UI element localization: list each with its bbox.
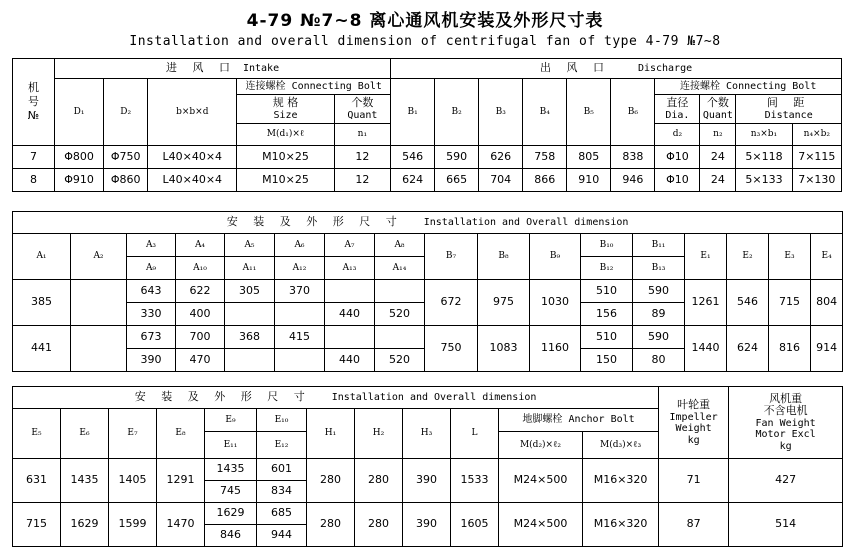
installation-dimension-table-2 xyxy=(12,386,843,547)
table-cell: 470 xyxy=(176,349,225,372)
table-cell: 758 xyxy=(523,146,567,169)
table-cell: 631 xyxy=(13,459,61,503)
table-cell: E₁₂ xyxy=(257,432,307,459)
table-cell: A₇ xyxy=(325,234,375,257)
table-cell: A₈ xyxy=(375,234,425,257)
table-row xyxy=(13,326,843,349)
table-cell: E₄ xyxy=(811,234,843,280)
title-english: Installation and overall dimension of centrifugal fan of type 4-79 №7~8 xyxy=(129,34,721,49)
n4b2-header: n₄×b₂ xyxy=(792,124,841,146)
table-cell: 12 xyxy=(334,146,390,169)
table-cell xyxy=(375,280,425,303)
table-cell: 700 xyxy=(176,326,225,349)
table-cell xyxy=(225,349,275,372)
table-cell: 390 xyxy=(127,349,176,372)
table-cell: 704 xyxy=(479,169,523,192)
table-cell: 520 xyxy=(375,303,425,326)
table-cell: Φ750 xyxy=(104,146,148,169)
table-cell: 1083 xyxy=(478,326,530,372)
table-cell: 665 xyxy=(435,169,479,192)
B4-header: B₄ xyxy=(523,79,567,146)
table-cell: 71 xyxy=(659,459,729,503)
table-cell: E₅ xyxy=(13,409,61,459)
table-cell: H₃ xyxy=(403,409,451,459)
table-cell: E₆ xyxy=(61,409,109,459)
table-cell: 7×115 xyxy=(792,146,841,169)
table-cell: 622 xyxy=(176,280,225,303)
table-cell: 24 xyxy=(700,169,736,192)
table-cell: M24×500 xyxy=(499,503,583,547)
table-cell: 1261 xyxy=(685,280,727,326)
table-cell: 80 xyxy=(633,349,685,372)
intake-header: 进 风 口 Intake xyxy=(55,59,391,79)
table-cell: 838 xyxy=(611,146,655,169)
table-cell: 1160 xyxy=(530,326,581,372)
table-cell: 672 xyxy=(425,280,478,326)
table-cell: A₁ xyxy=(13,234,71,280)
table-cell xyxy=(275,303,325,326)
table-cell: 944 xyxy=(257,525,307,547)
connecting-bolt-header-2: 连接螺栓 Connecting Bolt xyxy=(655,79,842,95)
table-cell: 673 xyxy=(127,326,176,349)
table-cell: E₁ xyxy=(685,234,727,280)
size-header: 规 格 Size xyxy=(237,95,334,124)
distance-header: 间 距 Distance xyxy=(736,95,842,124)
table-cell: 804 xyxy=(811,280,843,326)
D2-header: D₂ xyxy=(104,79,148,146)
table-cell: Φ800 xyxy=(55,146,104,169)
table-cell: L40×40×4 xyxy=(148,146,237,169)
table-cell: 1629 xyxy=(205,503,257,525)
n1-header: n₁ xyxy=(334,124,390,146)
table-cell: 624 xyxy=(391,169,435,192)
D1-header: D₁ xyxy=(55,79,104,146)
table-cell xyxy=(225,303,275,326)
table-cell xyxy=(275,349,325,372)
quant-header-2: 个数 Quant xyxy=(700,95,736,124)
table-cell: 87 xyxy=(659,503,729,547)
table-cell: 546 xyxy=(391,146,435,169)
table-cell: E₇ xyxy=(109,409,157,459)
table-cell: M(d₃)×ℓ₃ xyxy=(583,432,659,459)
table-cell: A₁₁ xyxy=(225,257,275,280)
table-cell: M10×25 xyxy=(237,146,334,169)
table-cell: 440 xyxy=(325,303,375,326)
table-cell: Φ910 xyxy=(55,169,104,192)
table-cell: 643 xyxy=(127,280,176,303)
table-cell: M16×320 xyxy=(583,459,659,503)
table-cell: 514 xyxy=(729,503,843,547)
machine-no-header: 机号№ xyxy=(13,59,55,146)
table-cell: A₁₀ xyxy=(176,257,225,280)
table-cell xyxy=(325,326,375,349)
B3-header: B₃ xyxy=(479,79,523,146)
table-cell: 24 xyxy=(700,146,736,169)
table-cell: 12 xyxy=(334,169,390,192)
table-cell: 975 xyxy=(478,280,530,326)
table-cell: 1440 xyxy=(685,326,727,372)
table-cell: 1470 xyxy=(157,503,205,547)
table-cell: B₁₃ xyxy=(633,257,685,280)
table-cell: A₄ xyxy=(176,234,225,257)
table-cell: B₁₀ xyxy=(581,234,633,257)
md1l-header: M(d₁)×ℓ xyxy=(237,124,334,146)
table-cell: B₇ xyxy=(425,234,478,280)
table-cell: 546 xyxy=(727,280,769,326)
table-cell: Φ10 xyxy=(655,169,700,192)
table-cell: 390 xyxy=(403,459,451,503)
table-cell: H₁ xyxy=(307,409,355,459)
table-cell: 866 xyxy=(523,169,567,192)
table-cell: 590 xyxy=(633,326,685,349)
table-cell: B₁₂ xyxy=(581,257,633,280)
B1-header: B₁ xyxy=(391,79,435,146)
table-cell: 590 xyxy=(633,280,685,303)
installation-dimension-table-1 xyxy=(12,211,843,372)
table-row xyxy=(13,459,843,481)
table-cell: 520 xyxy=(375,349,425,372)
table-cell: 156 xyxy=(581,303,633,326)
table-cell: 280 xyxy=(355,459,403,503)
table-cell xyxy=(71,280,127,326)
table-cell: 1291 xyxy=(157,459,205,503)
table-cell: L xyxy=(451,409,499,459)
table-cell: B₁₁ xyxy=(633,234,685,257)
table-cell: 280 xyxy=(307,503,355,547)
dia-header: 直径 Dia. xyxy=(655,95,700,124)
table-cell: E₁₁ xyxy=(205,432,257,459)
n3b1-header: n₃×b₁ xyxy=(736,124,792,146)
table-cell: 715 xyxy=(13,503,61,547)
title-chinese: 4-79 №7~8 离心通风机安装及外形尺寸表 xyxy=(246,11,604,31)
B6-header: B₆ xyxy=(611,79,655,146)
table-cell: 5×133 xyxy=(736,169,792,192)
table-cell: 440 xyxy=(325,349,375,372)
table-cell: 601 xyxy=(257,459,307,481)
table-cell: E₃ xyxy=(769,234,811,280)
table-cell: E₁₀ xyxy=(257,409,307,432)
table-cell: A₁₃ xyxy=(325,257,375,280)
table-cell: 1435 xyxy=(205,459,257,481)
table-cell: 846 xyxy=(205,525,257,547)
table-cell: 441 xyxy=(13,326,71,372)
table-row xyxy=(13,280,843,303)
table-cell: 816 xyxy=(769,326,811,372)
table-cell: 89 xyxy=(633,303,685,326)
d2-header: d₂ xyxy=(655,124,700,146)
table-cell: A₁₂ xyxy=(275,257,325,280)
table-cell: M(d₂)×ℓ₂ xyxy=(499,432,583,459)
table-cell: H₂ xyxy=(355,409,403,459)
table-row xyxy=(13,169,842,192)
table-cell: A₂ xyxy=(71,234,127,280)
table-cell: 590 xyxy=(435,146,479,169)
table-cell: 1629 xyxy=(61,503,109,547)
table-cell: 8 xyxy=(13,169,55,192)
table-cell: 1030 xyxy=(530,280,581,326)
table-cell: 330 xyxy=(127,303,176,326)
table-cell: 914 xyxy=(811,326,843,372)
table-cell: 510 xyxy=(581,280,633,303)
table-cell: Φ860 xyxy=(104,169,148,192)
table-cell: A₁₄ xyxy=(375,257,425,280)
table-cell: 427 xyxy=(729,459,843,503)
table-cell: B₉ xyxy=(530,234,581,280)
table-cell: A₉ xyxy=(127,257,176,280)
table-cell: 305 xyxy=(225,280,275,303)
intake-discharge-table xyxy=(12,58,842,192)
table-cell: L40×40×4 xyxy=(148,169,237,192)
table-cell xyxy=(71,326,127,372)
B2-header: B₂ xyxy=(435,79,479,146)
table-cell: 1405 xyxy=(109,459,157,503)
table-cell: B₈ xyxy=(478,234,530,280)
table-cell: 685 xyxy=(257,503,307,525)
table-cell: M24×500 xyxy=(499,459,583,503)
anchor-bolt-header: 地脚螺栓 Anchor Bolt xyxy=(499,409,659,432)
table-cell: A₅ xyxy=(225,234,275,257)
table-cell: 415 xyxy=(275,326,325,349)
table-cell: 368 xyxy=(225,326,275,349)
table-cell: 1533 xyxy=(451,459,499,503)
table-cell: 624 xyxy=(727,326,769,372)
table-cell: 626 xyxy=(479,146,523,169)
table-cell: A₃ xyxy=(127,234,176,257)
table-cell: 150 xyxy=(581,349,633,372)
bxbxd-header: b×b×d xyxy=(148,79,237,146)
table-cell: 946 xyxy=(611,169,655,192)
installation-header: 安 装 及 外 形 尺 寸 Installation and Overall dimension xyxy=(13,212,843,234)
table-cell: 385 xyxy=(13,280,71,326)
table-cell: 390 xyxy=(403,503,451,547)
table-cell: E₈ xyxy=(157,409,205,459)
discharge-header: 出 风 口 Discharge xyxy=(391,59,842,79)
B5-header: B₅ xyxy=(567,79,611,146)
table-cell: 1435 xyxy=(61,459,109,503)
table-cell xyxy=(375,326,425,349)
table-row xyxy=(13,146,842,169)
table-cell: 715 xyxy=(769,280,811,326)
table-cell: A₆ xyxy=(275,234,325,257)
table-row xyxy=(13,503,843,525)
connecting-bolt-header: 连接螺栓 Connecting Bolt xyxy=(237,79,391,95)
table-cell: 910 xyxy=(567,169,611,192)
table-cell: 1599 xyxy=(109,503,157,547)
n2-header: n₂ xyxy=(700,124,736,146)
table-cell: 7×130 xyxy=(792,169,841,192)
table-cell: 280 xyxy=(355,503,403,547)
table-cell xyxy=(325,280,375,303)
table-cell: 5×118 xyxy=(736,146,792,169)
table-cell: 370 xyxy=(275,280,325,303)
table-cell: E₂ xyxy=(727,234,769,280)
table-cell: E₉ xyxy=(205,409,257,432)
table-cell: 745 xyxy=(205,481,257,503)
table-cell: 400 xyxy=(176,303,225,326)
table-cell: M16×320 xyxy=(583,503,659,547)
impeller-weight-header: 叶轮重 Impeller Weight kg xyxy=(659,387,729,459)
table-cell: 1605 xyxy=(451,503,499,547)
installation-header-2: 安 装 及 外 形 尺 寸 Installation and Overall dimension xyxy=(13,387,659,409)
quant-header: 个数 Quant xyxy=(334,95,390,124)
table-cell: 834 xyxy=(257,481,307,503)
table-cell: 7 xyxy=(13,146,55,169)
table-cell: 805 xyxy=(567,146,611,169)
table-cell: 280 xyxy=(307,459,355,503)
fan-weight-header: 风机重 不含电机 Fan Weight Motor Excl kg xyxy=(729,387,843,459)
table-cell: 750 xyxy=(425,326,478,372)
table-cell: M10×25 xyxy=(237,169,334,192)
table-cell: Φ10 xyxy=(655,146,700,169)
table-cell: 510 xyxy=(581,326,633,349)
